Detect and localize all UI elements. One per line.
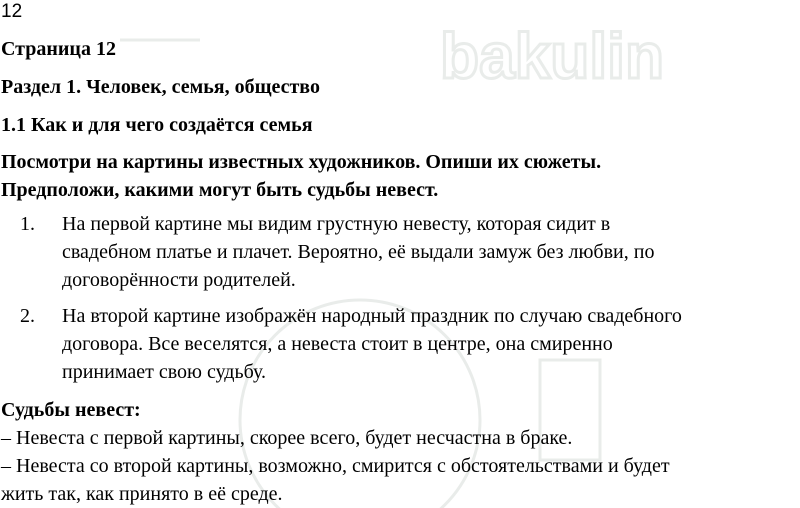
page-title: Страница 12: [1, 38, 116, 60]
page-number: 12: [1, 1, 23, 22]
subsection-title: 1.1 Как и для чего создаётся семья: [1, 114, 313, 136]
list-item-text: [62, 302, 682, 386]
list-item-line: свадебном платье и плачет. Вероятно, её выдали замуж без любви, по: [62, 241, 655, 263]
list-item-text: [62, 210, 654, 294]
fates-line: – Невеста со второй картины, возможно, смирится с обстоятельствами и будет: [1, 455, 670, 477]
fates-section: [1, 396, 670, 508]
list-item-line: договора. Все веселятся, а невеста стоит в центре, она смиренно: [62, 333, 613, 355]
list-item-number: 2.: [20, 305, 35, 327]
fates-line: – Невеста с первой картины, скорее всего, будет несчастна в браке.: [1, 427, 573, 449]
list-item-line: На первой картине мы видим грустную невесту, которая сидит в: [62, 213, 611, 235]
list-item-line: принимает свою судьбу.: [62, 361, 267, 383]
list-item-line: На второй картине изображён народный праздник по случаю свадебного: [62, 305, 682, 327]
fates-line: жить так, как принято в её среде.: [1, 483, 283, 505]
fates-title: Судьбы невест:: [1, 399, 141, 421]
list-item-number: 1.: [20, 213, 35, 235]
task-line: Посмотри на картины известных художников. Опиши их сюжеты.: [1, 151, 602, 173]
watermark-text: bakulin: [440, 20, 665, 92]
list-item-line: договорённости родителей.: [62, 269, 296, 291]
section-title: Раздел 1. Человек, семья, общество: [1, 76, 320, 98]
task-prompt: [1, 148, 601, 204]
task-line: Предположи, какими могут быть судьбы невест.: [1, 179, 439, 201]
